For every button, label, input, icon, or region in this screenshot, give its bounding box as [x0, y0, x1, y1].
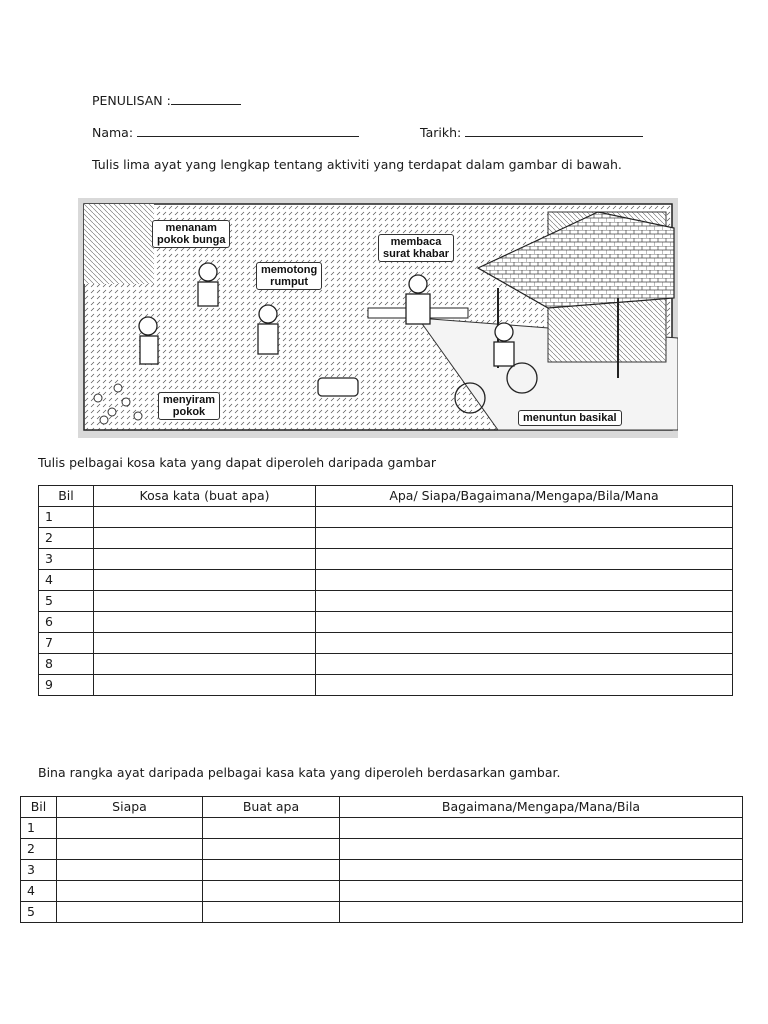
siapa-cell[interactable]	[57, 881, 203, 902]
row-number: 3	[21, 860, 57, 881]
buat-apa-cell[interactable]	[203, 818, 340, 839]
penulisan-row	[92, 91, 241, 108]
table-row	[39, 654, 733, 675]
nama-label: Nama:	[92, 125, 134, 140]
sentence-frame-table	[20, 796, 743, 923]
table-row	[39, 549, 733, 570]
bagaimana-cell[interactable]	[340, 902, 743, 923]
table-row	[21, 818, 743, 839]
tarikh-label: Tarikh:	[420, 125, 462, 140]
siapa-cell[interactable]	[57, 860, 203, 881]
label-memotong: memotong rumput	[256, 262, 322, 290]
activity-picture	[78, 198, 678, 438]
row-number: 3	[39, 549, 94, 570]
buat-apa-cell[interactable]	[203, 902, 340, 923]
table-header-row	[39, 486, 733, 507]
table-row	[21, 881, 743, 902]
kosa-kata-cell[interactable]	[94, 591, 316, 612]
row-number: 5	[21, 902, 57, 923]
header-apa-siapa: Apa/ Siapa/Bagaimana/Mengapa/Bila/Mana	[316, 486, 733, 507]
kosa-kata-cell[interactable]	[94, 633, 316, 654]
row-number: 7	[39, 633, 94, 654]
siapa-cell[interactable]	[57, 902, 203, 923]
row-number: 6	[39, 612, 94, 633]
table-row	[39, 528, 733, 549]
bagaimana-cell[interactable]	[340, 860, 743, 881]
label-menanam: menanam pokok bunga	[152, 220, 230, 248]
header-bil: Bil	[21, 797, 57, 818]
table-row	[39, 591, 733, 612]
table-header-row	[21, 797, 743, 818]
header-bagaimana: Bagaimana/Mengapa/Mana/Bila	[340, 797, 743, 818]
label-menyiram: menyiram pokok	[158, 392, 220, 420]
kosa-kata-cell[interactable]	[94, 528, 316, 549]
tarikh-blank[interactable]	[465, 123, 643, 137]
detail-cell[interactable]	[316, 654, 733, 675]
table-row	[21, 860, 743, 881]
row-number: 2	[21, 839, 57, 860]
table-row	[39, 570, 733, 591]
row-number: 2	[39, 528, 94, 549]
row-number: 5	[39, 591, 94, 612]
bagaimana-cell[interactable]	[340, 818, 743, 839]
siapa-cell[interactable]	[57, 818, 203, 839]
kosa-kata-cell[interactable]	[94, 507, 316, 528]
row-number: 1	[21, 818, 57, 839]
header-kosa-kata: Kosa kata (buat apa)	[94, 486, 316, 507]
detail-cell[interactable]	[316, 633, 733, 654]
section2-title: Bina rangka ayat daripada pelbagai kasa kata yang diperoleh berdasarkan gambar.	[38, 765, 561, 780]
siapa-cell[interactable]	[57, 839, 203, 860]
kosa-kata-cell[interactable]	[94, 675, 316, 696]
buat-apa-cell[interactable]	[203, 839, 340, 860]
nama-blank[interactable]	[137, 123, 359, 137]
detail-cell[interactable]	[316, 675, 733, 696]
header-siapa: Siapa	[57, 797, 203, 818]
row-number: 8	[39, 654, 94, 675]
label-menuntun: menuntun basikal	[518, 410, 622, 426]
section1-title: Tulis pelbagai kosa kata yang dapat diperoleh daripada gambar	[38, 455, 437, 470]
kosa-kata-cell[interactable]	[94, 570, 316, 591]
row-number: 9	[39, 675, 94, 696]
detail-cell[interactable]	[316, 549, 733, 570]
detail-cell[interactable]	[316, 591, 733, 612]
bagaimana-cell[interactable]	[340, 839, 743, 860]
kosa-kata-cell[interactable]	[94, 612, 316, 633]
table-row	[21, 839, 743, 860]
header-buat-apa: Buat apa	[203, 797, 340, 818]
detail-cell[interactable]	[316, 528, 733, 549]
kosa-kata-cell[interactable]	[94, 654, 316, 675]
detail-cell[interactable]	[316, 570, 733, 591]
penulisan-blank[interactable]	[171, 91, 241, 105]
header-bil: Bil	[39, 486, 94, 507]
buat-apa-cell[interactable]	[203, 881, 340, 902]
vocab-table	[38, 485, 733, 696]
penulisan-label: PENULISAN :	[92, 93, 171, 108]
kosa-kata-cell[interactable]	[94, 549, 316, 570]
nama-row	[92, 123, 359, 140]
tarikh-row	[420, 123, 643, 140]
detail-cell[interactable]	[316, 612, 733, 633]
table-row	[39, 507, 733, 528]
detail-cell[interactable]	[316, 507, 733, 528]
bagaimana-cell[interactable]	[340, 881, 743, 902]
table-row	[39, 612, 733, 633]
buat-apa-cell[interactable]	[203, 860, 340, 881]
row-number: 4	[39, 570, 94, 591]
table-row	[21, 902, 743, 923]
row-number: 1	[39, 507, 94, 528]
label-membaca: membaca surat khabar	[378, 234, 454, 262]
table-row	[39, 633, 733, 654]
table-row	[39, 675, 733, 696]
instruction-text: Tulis lima ayat yang lengkap tentang aktiviti yang terdapat dalam gambar di bawah.	[92, 157, 622, 172]
row-number: 4	[21, 881, 57, 902]
